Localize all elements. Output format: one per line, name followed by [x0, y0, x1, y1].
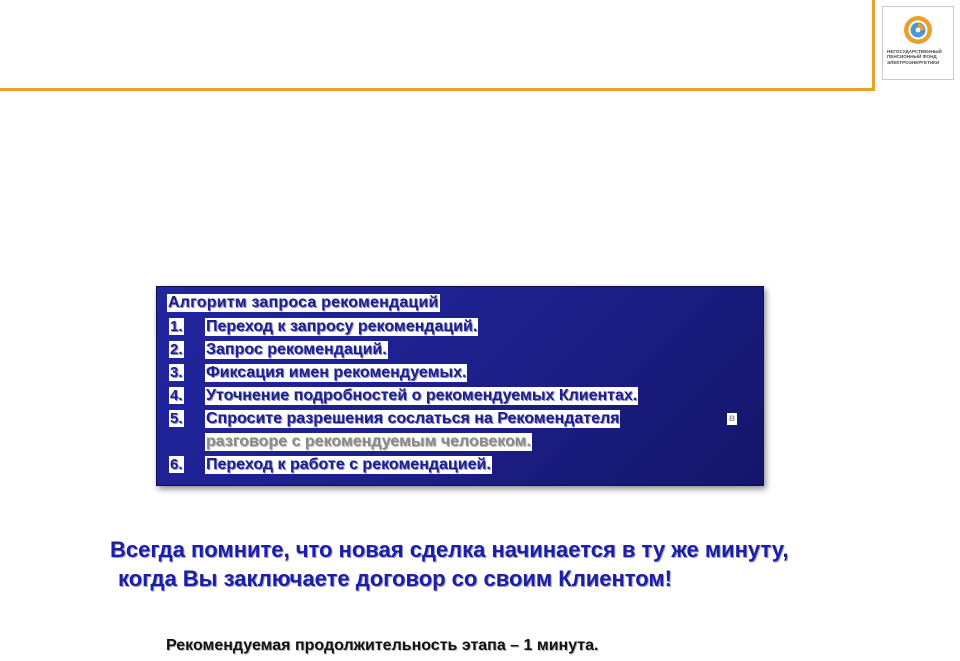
logo-caption: [887, 49, 953, 65]
list-item-text: Переход к запросу рекомендаций.: [206, 318, 478, 335]
list-item: [167, 364, 757, 387]
list-item-number: 1.: [170, 318, 183, 335]
list-item-text: Фиксация имен рекомендуемых.: [206, 364, 467, 381]
pension-fund-logo-icon: [903, 15, 933, 45]
slogan-line-2: когда Вы заключаете договор со своим Клиентом!: [118, 566, 672, 591]
list-item-number: 5.: [170, 410, 183, 427]
list-item-text: Уточнение подробностей о рекомендуемых Клиентах.: [206, 387, 638, 404]
company-logo: [882, 6, 954, 80]
list-item: [167, 410, 757, 456]
slogan-line-1: Всегда помните, что новая сделка начинается в ту же минуту,: [110, 537, 789, 562]
list-item-number: 6.: [170, 456, 183, 473]
list-item-number: 3.: [170, 364, 183, 381]
list-item-text: Переход к работе с рекомендацией.: [206, 456, 491, 473]
list-item: [167, 456, 757, 479]
list-item: [167, 341, 757, 364]
list-item: [167, 318, 757, 341]
logo-line: ЭЛЕКТРОЭНЕРГЕТИКИ: [887, 59, 940, 65]
list-item-text-continued: разговоре с рекомендуемым человеком.: [206, 433, 531, 450]
header-vertical-divider: [872, 0, 875, 91]
list-item: [167, 387, 757, 410]
list-item-number: 4.: [170, 387, 183, 404]
list-item-text: Запрос рекомендаций.: [206, 341, 387, 358]
logo-line: НЕГОСУДАРСТВЕННЫЙ: [887, 49, 942, 54]
algorithm-list: [167, 318, 757, 479]
slogan: [110, 535, 870, 593]
duration-note: Рекомендуемая продолжительность этапа – 1 минута.: [166, 637, 599, 654]
logo-line: ПЕНСИОННЫЙ ФОНД: [887, 54, 937, 60]
list-item-number: 2.: [170, 341, 183, 358]
algorithm-title: Алгоритм запроса рекомендаций: [168, 294, 439, 311]
algorithm-box: [156, 286, 764, 486]
header-divider: [0, 88, 874, 91]
truncated-word: в: [728, 413, 736, 424]
list-item-text: Спросите разрешения сослаться на Рекомендателя: [206, 410, 620, 427]
